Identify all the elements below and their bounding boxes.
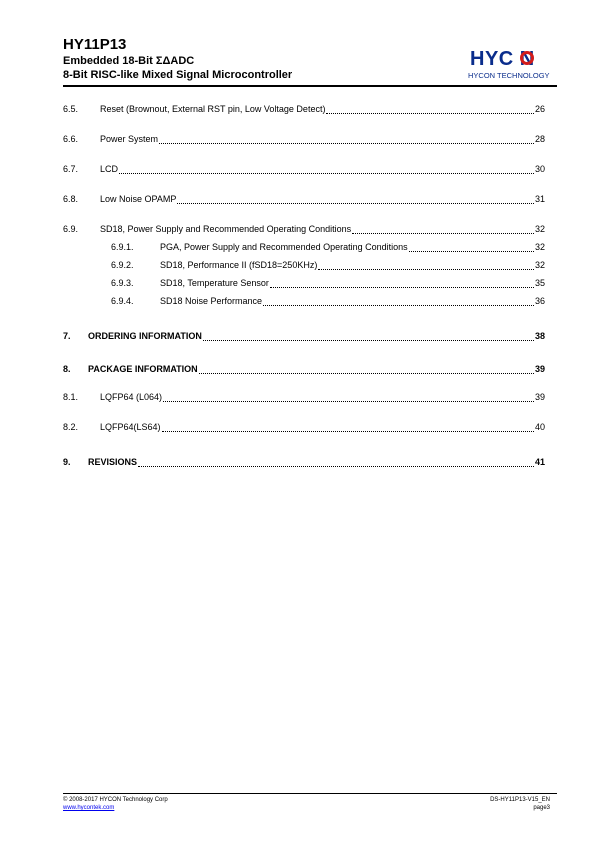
toc-entry-number: 6.9.2. bbox=[111, 260, 134, 270]
toc-entry-title: LQFP64 (L064) bbox=[100, 392, 163, 402]
toc-entry-title: SD18, Temperature Sensor bbox=[160, 278, 269, 288]
toc-entry[interactable] bbox=[0, 224, 595, 235]
toc-entry-number: 6.8. bbox=[63, 194, 79, 204]
toc-leader-dots bbox=[199, 373, 534, 374]
toc-entry-title: LCD bbox=[100, 164, 119, 174]
toc-entry-number: 6.9.1. bbox=[111, 242, 134, 252]
toc-entry[interactable] bbox=[0, 331, 595, 342]
toc-entry[interactable] bbox=[0, 134, 595, 145]
toc-entry-page: 38 bbox=[534, 331, 545, 341]
toc-entry-title: LQFP64(LS64) bbox=[100, 422, 161, 432]
toc-leader-dots bbox=[159, 143, 534, 144]
toc-entry-number: 6.9.3. bbox=[111, 278, 134, 288]
toc-entry-page: 41 bbox=[534, 457, 545, 467]
toc-entry-page: 28 bbox=[534, 134, 545, 144]
toc-entry-number: 6.7. bbox=[63, 164, 79, 174]
document-subtitle-1: Embedded 18-Bit ΣΔADC bbox=[63, 55, 195, 67]
toc-leader-dots bbox=[352, 233, 534, 234]
toc-entry-title: PGA, Power Supply and Recommended Operating Conditions bbox=[160, 242, 408, 252]
logo-tagline: HYCON TECHNOLOGY bbox=[468, 71, 550, 80]
toc-entry-page: 35 bbox=[534, 278, 545, 288]
toc-entry-page: 32 bbox=[534, 242, 545, 252]
toc-entry-page: 32 bbox=[534, 224, 545, 234]
toc-entry-title: REVISIONS bbox=[88, 457, 138, 467]
hycon-logo bbox=[468, 48, 552, 84]
toc-entry-number: 9. bbox=[63, 457, 71, 467]
footer-page-number: page3 bbox=[533, 805, 550, 811]
toc-entry-number: 8.1. bbox=[63, 392, 79, 402]
logo-ring-icon bbox=[520, 51, 534, 65]
document-title: HY11P13 bbox=[63, 36, 127, 53]
toc-entry-number: 8. bbox=[63, 364, 71, 374]
toc-entry-page: 32 bbox=[534, 260, 545, 270]
toc-entry-title: Reset (Brownout, External RST pin, Low Voltage Detect) bbox=[100, 104, 326, 114]
toc-leader-dots bbox=[203, 340, 534, 341]
toc-entry[interactable] bbox=[0, 392, 595, 403]
toc-entry-number: 6.5. bbox=[63, 104, 79, 114]
logo-wordmark: HYC N bbox=[470, 48, 535, 70]
toc-leader-dots bbox=[163, 401, 534, 402]
toc-leader-dots bbox=[162, 431, 534, 432]
toc-entry-page: 36 bbox=[534, 296, 545, 306]
toc-leader-dots bbox=[177, 203, 534, 204]
header-rule bbox=[63, 85, 557, 87]
toc-entry-title: SD18, Performance II (fSD18=250KHz) bbox=[160, 260, 318, 270]
toc-leader-dots bbox=[138, 466, 534, 467]
toc-leader-dots bbox=[318, 269, 534, 270]
toc-entry[interactable] bbox=[0, 164, 595, 175]
toc-entry-title: ORDERING INFORMATION bbox=[88, 331, 202, 341]
toc-entry-title: PACKAGE INFORMATION bbox=[88, 364, 198, 374]
toc-entry-page: 40 bbox=[534, 422, 545, 432]
toc-entry-title: Low Noise OPAMP bbox=[100, 194, 177, 204]
toc-entry[interactable] bbox=[0, 296, 595, 307]
toc-entry-number: 6.9.4. bbox=[111, 296, 134, 306]
toc-entry[interactable] bbox=[0, 422, 595, 433]
footer-doc-id: DS-HY11P13-V15_EN bbox=[490, 797, 550, 803]
toc-leader-dots bbox=[263, 305, 534, 306]
toc-entry-page: 30 bbox=[534, 164, 545, 174]
toc-leader-dots bbox=[409, 251, 534, 252]
toc-entry[interactable] bbox=[0, 278, 595, 289]
toc-entry-page: 31 bbox=[534, 194, 545, 204]
toc-entry-title: SD18 Noise Performance bbox=[160, 296, 263, 306]
toc-entry-page: 39 bbox=[534, 392, 545, 402]
footer-rule bbox=[63, 793, 557, 794]
toc-leader-dots bbox=[326, 113, 534, 114]
document-subtitle-2: 8-Bit RISC-like Mixed Signal Microcontroller bbox=[63, 69, 293, 81]
toc-entry-title: SD18, Power Supply and Recommended Operating Conditions bbox=[100, 224, 352, 234]
toc-entry-number: 8.2. bbox=[63, 422, 79, 432]
toc-entry-page: 39 bbox=[534, 364, 545, 374]
toc-leader-dots bbox=[270, 287, 534, 288]
toc-leader-dots bbox=[119, 173, 534, 174]
toc-entry-page: 26 bbox=[534, 104, 545, 114]
toc-entry-number: 6.9. bbox=[63, 224, 79, 234]
toc-entry[interactable] bbox=[0, 194, 595, 205]
toc-entry[interactable] bbox=[0, 260, 595, 271]
toc-entry[interactable] bbox=[0, 242, 595, 253]
toc-entry[interactable] bbox=[0, 457, 595, 468]
toc-entry-number: 7. bbox=[63, 331, 71, 341]
toc-entry-title: Power System bbox=[100, 134, 159, 144]
toc-entry[interactable] bbox=[0, 104, 595, 115]
footer-website-link[interactable]: www.hycontek.com bbox=[63, 805, 115, 811]
toc-entry-number: 6.6. bbox=[63, 134, 79, 144]
toc-entry[interactable] bbox=[0, 364, 595, 375]
footer-copyright: © 2008-2017 HYCON Technology Corp bbox=[63, 797, 168, 803]
